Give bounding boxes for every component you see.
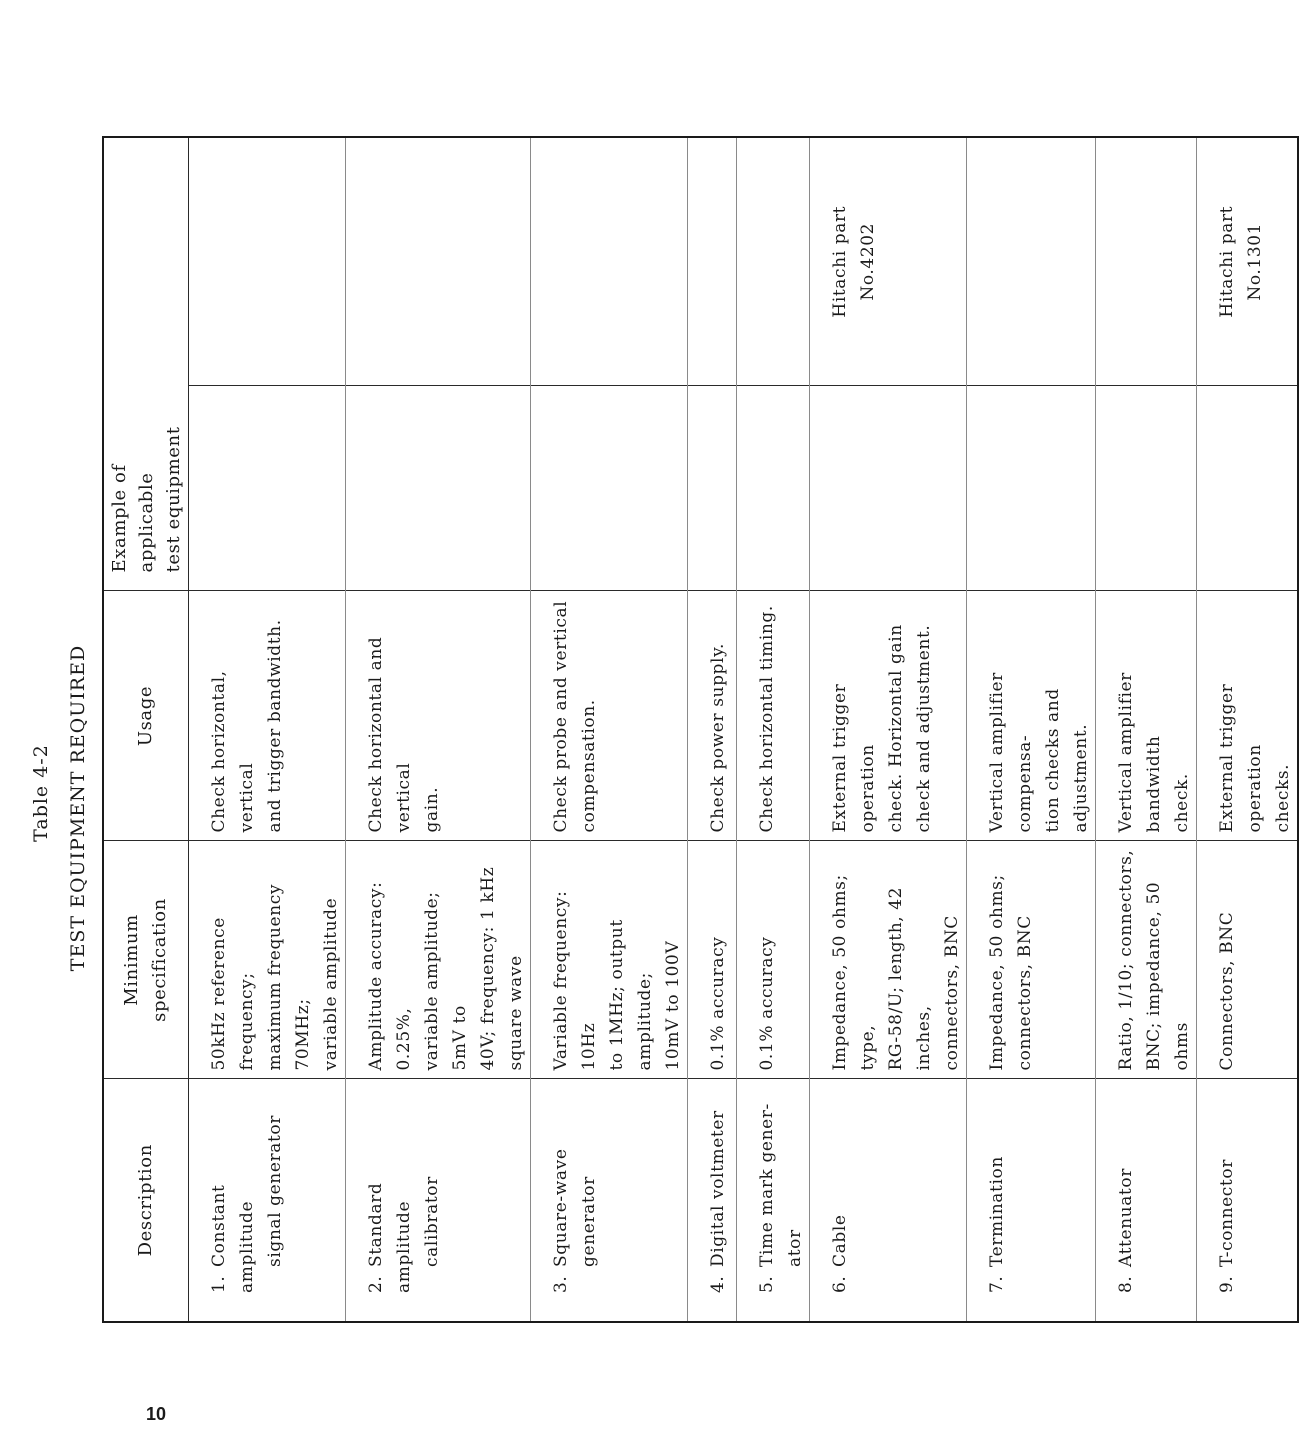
spec-line: to 1MHz; output amplitude;: [607, 919, 655, 1071]
cell-example: [967, 137, 1096, 386]
cell-description: [189, 1079, 346, 1322]
description-line: Constant amplitude: [209, 1184, 257, 1293]
table-row: [346, 137, 531, 1322]
header-specification: Minimum specification: [103, 841, 189, 1079]
header-example-line-3: test equipment: [162, 426, 184, 573]
usage-line: gain.: [422, 786, 442, 833]
spec-line: 10mV to 100V: [663, 940, 683, 1071]
table-row: [967, 137, 1096, 1322]
item-number: 9.: [1217, 1275, 1237, 1293]
cell-usage: [688, 591, 737, 841]
item-number: 2.: [366, 1275, 386, 1293]
spec-line: BNC; impedance, 50 ohms: [1144, 881, 1192, 1071]
spec-line: Amplitude accuracy: 0.25%,: [366, 881, 414, 1071]
usage-line: Vertical amplifier compensa-: [987, 672, 1035, 833]
usage-line: check.: [1172, 773, 1192, 833]
cell-specification: [688, 841, 737, 1079]
header-example: [103, 137, 189, 591]
usage-line: Check horizontal, vertical: [209, 670, 257, 833]
cell-usage: [189, 591, 346, 841]
cell-description: [688, 1079, 737, 1322]
item-number: 3.: [551, 1275, 571, 1293]
description-line: signal generator: [265, 1115, 285, 1267]
description-line: Cable: [830, 1214, 850, 1267]
cell-blank: [737, 386, 810, 591]
table-row: [1096, 137, 1197, 1322]
table-header-row: [103, 137, 189, 1322]
cell-usage: [531, 591, 688, 841]
spec-line: RG-58/U; length, 42 inches,: [886, 886, 934, 1071]
cell-blank: [810, 386, 967, 591]
spec-line: 0.1% accuracy: [757, 936, 777, 1071]
description-line: Time mark gener-: [757, 1103, 777, 1267]
cell-example: [189, 137, 346, 386]
spec-line: square wave: [506, 955, 526, 1071]
header-usage: Usage: [103, 591, 189, 841]
equipment-table-container: [102, 138, 1293, 1323]
usage-line: check. Horizontal gain: [886, 624, 906, 833]
description-line: Square-wave: [551, 1148, 571, 1267]
test-equipment-table: [102, 136, 1299, 1323]
usage-line: check and adjustment.: [914, 624, 934, 833]
spec-line: 0.1% accuracy: [708, 936, 728, 1071]
cell-blank: [967, 386, 1096, 591]
usage-line: checks.: [1273, 763, 1293, 833]
cell-description: [810, 1079, 967, 1322]
usage-line: Vertical amplifier bandwidth: [1116, 672, 1164, 833]
example-line: Hitachi part: [830, 205, 850, 318]
description-line: generator: [579, 1176, 599, 1267]
header-example-line-2: applicable: [135, 472, 157, 573]
item-number: 1.: [209, 1275, 229, 1293]
cell-specification: [1197, 841, 1299, 1079]
description-line: Standard amplitude: [366, 1182, 414, 1293]
cell-usage: [346, 591, 531, 841]
cell-specification: [967, 841, 1096, 1079]
description-line: T-connector: [1217, 1159, 1237, 1267]
usage-line: External trigger operation: [1217, 683, 1265, 833]
cell-blank: [346, 386, 531, 591]
usage-line: and trigger bandwidth.: [265, 619, 285, 833]
cell-specification: [810, 841, 967, 1079]
item-number: 7.: [987, 1275, 1007, 1293]
usage-line: External trigger operation: [830, 683, 878, 833]
spec-line: Connectors, BNC: [1217, 911, 1237, 1071]
table-row: [810, 137, 967, 1322]
table-row: [688, 137, 737, 1322]
usage-line: Check probe and vertical: [551, 600, 571, 833]
usage-line: tion checks and adjustment.: [1043, 688, 1091, 833]
cell-description: [531, 1079, 688, 1322]
spec-line: variable amplitude: [321, 897, 341, 1071]
spec-line: Impedance, 50 ohms;: [987, 874, 1007, 1071]
table-row: [531, 137, 688, 1322]
item-number: 4.: [708, 1275, 728, 1293]
cell-usage: [810, 591, 967, 841]
cell-description: [1197, 1079, 1299, 1322]
cell-example: [688, 137, 737, 386]
cell-specification: [189, 841, 346, 1079]
table-body: [189, 137, 1299, 1322]
item-number: 5.: [757, 1275, 777, 1293]
spec-line: connectors, BNC: [1015, 915, 1035, 1071]
cell-blank: [1096, 386, 1197, 591]
cell-example: [810, 137, 967, 386]
spec-line: Impedance, 50 ohms; type,: [830, 874, 878, 1071]
example-line: No.4202: [858, 222, 878, 301]
description-line: calibrator: [422, 1176, 442, 1267]
table-row: [737, 137, 810, 1322]
cell-usage: [1096, 591, 1197, 841]
item-number: 8.: [1116, 1275, 1136, 1293]
cell-example: [346, 137, 531, 386]
description-line: ator: [785, 1229, 805, 1267]
cell-specification: [737, 841, 810, 1079]
spec-line: 50kHz reference frequency;: [209, 917, 257, 1071]
cell-usage: [1197, 591, 1299, 841]
cell-example: [531, 137, 688, 386]
description-line: Attenuator: [1116, 1168, 1136, 1267]
cell-example: [1197, 137, 1299, 386]
page-number: 10: [146, 1404, 167, 1424]
usage-line: Check power supply.: [708, 642, 728, 833]
table-row: [189, 137, 346, 1322]
spec-line: variable amplitude; 5mV to: [422, 891, 470, 1071]
example-line: Hitachi part: [1217, 205, 1237, 318]
cell-example: [737, 137, 810, 386]
cell-description: [967, 1079, 1096, 1322]
cell-usage: [967, 591, 1096, 841]
table-label: Table 4-2: [30, 744, 52, 842]
cell-blank: [688, 386, 737, 591]
cell-specification: [1096, 841, 1197, 1079]
cell-example: [1096, 137, 1197, 386]
cell-blank: [1197, 386, 1299, 591]
item-number: 6.: [830, 1275, 850, 1293]
cell-blank: [531, 386, 688, 591]
header-description: Description: [103, 1079, 189, 1322]
description-line: Digital voltmeter: [708, 1110, 728, 1267]
spec-line: maximum frequency 70MHz;: [265, 883, 313, 1071]
header-example-line-1: Example of: [108, 464, 130, 573]
description-line: Termination: [987, 1156, 1007, 1267]
table-title: TEST EQUIPMENT REQUIRED: [67, 644, 89, 972]
cell-usage: [737, 591, 810, 841]
spec-line: connectors, BNC: [942, 915, 962, 1071]
usage-line: compensation.: [579, 699, 599, 833]
cell-specification: [346, 841, 531, 1079]
usage-line: Check horizontal and vertical: [366, 636, 414, 833]
cell-description: [1096, 1079, 1197, 1322]
table-row: [1197, 137, 1299, 1322]
spec-line: Variable frequency: 10Hz: [551, 890, 599, 1071]
cell-specification: [531, 841, 688, 1079]
spec-line: 40V; frequency: 1 kHz: [478, 866, 498, 1071]
example-line: No.1301: [1245, 222, 1265, 301]
cell-blank: [189, 386, 346, 591]
spec-line: Ratio, 1/10; connectors,: [1116, 849, 1136, 1071]
usage-line: Check horizontal timing.: [757, 605, 777, 833]
cell-description: [737, 1079, 810, 1322]
cell-description: [346, 1079, 531, 1322]
